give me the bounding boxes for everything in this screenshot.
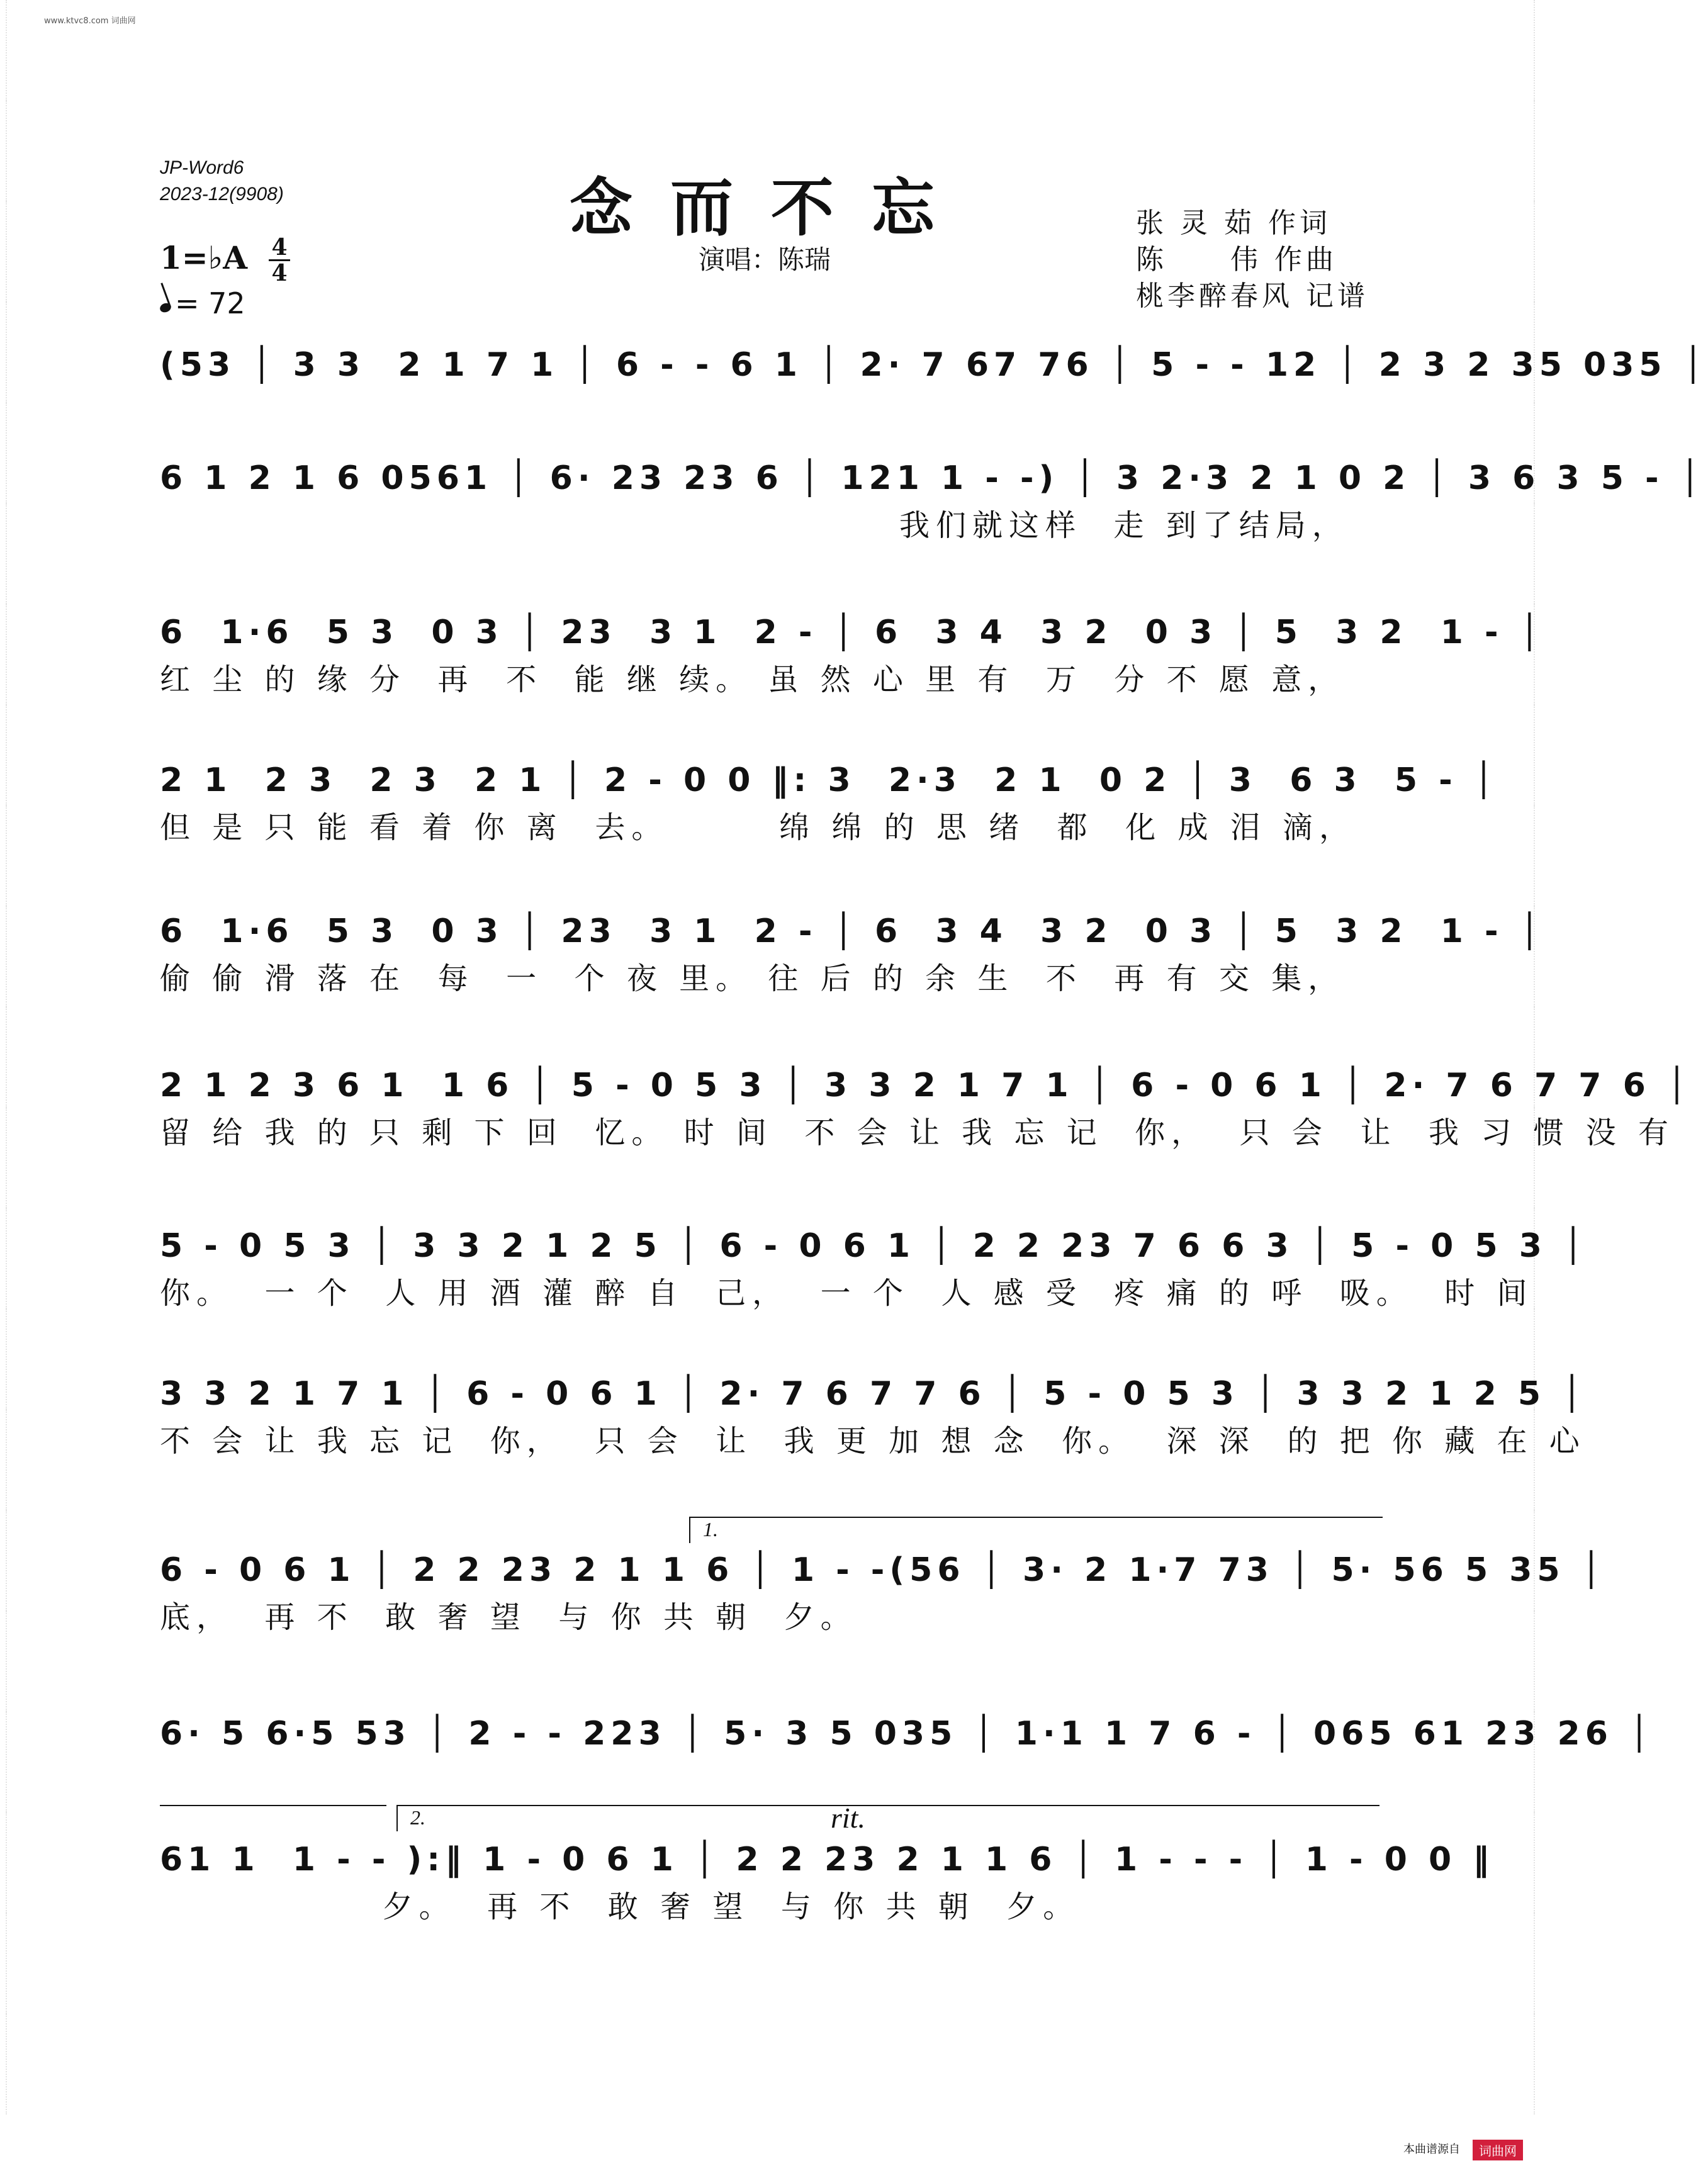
notation-line: 2 1 2 3 6 1 1 6 │ 5 - 0 5 3 │ 3 3 2 1 7 1 │ 6 - 0 6 1 │ 2· 7 6 7 7 6 │ xyxy=(160,1067,1692,1104)
ending-2-bracket xyxy=(396,1805,1379,1831)
lyric-line: 留 给 我 的 只 剩 下 回 忆。 时 间 不 会 让 我 忘 记 你， 只 会 让 我 习 惯 没 有 xyxy=(160,1115,1675,1150)
site-url[interactable]: www.ktvc8.com 词曲网 xyxy=(44,16,136,26)
ending-1-continuation-line xyxy=(160,1805,386,1806)
lyric-line xyxy=(160,393,1385,431)
notation-line: 3 3 2 1 7 1 │ 6 - 0 6 1 │ 2· 7 6 7 7 6 │ 5 - 0 5 3 │ 3 3 2 1 2 5 │ xyxy=(160,1375,1587,1413)
lyric-line: 我们就这样 走 到了结局， xyxy=(899,508,1349,543)
notation-line: 61 1 1 - - ):‖ 1 - 0 6 1 │ 2 2 23 2 1 1 6 │ 1 - - - │ 1 - 0 0 ‖ xyxy=(160,1841,1495,1879)
time-sig-bottom: 4 xyxy=(271,260,288,286)
ritardando-marking: rit. xyxy=(831,1802,865,1834)
time-sig-top: 4 xyxy=(271,234,288,261)
notation-line: 6· 5 6·5 53 │ 2 - - 223 │ 5· 3 5 035 │ 1·1 1 7 6 - │ 065 61 23 26 │ xyxy=(160,1715,1655,1753)
notation-line: 5 - 0 5 3 │ 3 3 2 1 2 5 │ 6 - 0 6 1 │ 2 2 23 7 6 6 3 │ 5 - 0 5 3 │ xyxy=(160,1227,1588,1265)
transcriber: 桃李醉春风 记谱 xyxy=(1136,280,1369,312)
lyric-line: 不 会 让 我 忘 记 你， 只 会 让 我 更 加 想 念 你。 深 深 的 把 你 藏 在 心 xyxy=(160,1424,1586,1459)
lyric-line xyxy=(160,1762,1385,1800)
notation-line: 2 1 2 3 2 3 2 1 │ 2 - 0 0 ‖: 3 2·3 2 1 0 2 │ 3 6 3 5 - │ xyxy=(160,761,1499,799)
quarter-note-icon xyxy=(159,301,172,313)
composer: 陈 伟 作曲 xyxy=(1136,244,1337,276)
tempo-value: = 72 xyxy=(175,286,245,320)
footer-source-text: 本曲谱源自 xyxy=(1403,2143,1460,2156)
lyric-line: 你。 一 个 人 用 酒 灌 醉 自 己， 一 个 人 感 受 疼 痛 的 呼 吸。 时 间 xyxy=(160,1276,1534,1311)
lyric-line: 偷 偷 滑 落 在 每 一 个 夜 里。 往 后 的 余 生 不 再 有 交 集， xyxy=(160,961,1345,996)
lyricist: 张 灵 茹 作词 xyxy=(1136,207,1331,239)
singer: 演唱：陈瑞 xyxy=(699,244,831,275)
left-margin-watermark xyxy=(3,0,11,2168)
time-signature xyxy=(267,235,292,285)
notation-line: 6 1·6 5 3 0 3 │ 23 3 1 2 - │ 6 3 4 3 2 0 3 │ 5 3 2 1 - │ xyxy=(160,614,1545,651)
lyric-line: 夕。 再 不 敢 奢 望 与 你 共 朝 夕。 xyxy=(160,1889,1080,1924)
notation-line: 6 1·6 5 3 0 3 │ 23 3 1 2 - │ 6 3 4 3 2 0 3 │ 5 3 2 1 - │ xyxy=(160,913,1545,950)
key-signature: 1=♭A xyxy=(160,239,248,276)
tempo-marking xyxy=(160,286,245,320)
lyric-line: 底， 再 不 敢 奢 望 与 你 共 朝 夕。 xyxy=(160,1600,857,1635)
software-name: JP-Word6 xyxy=(160,157,244,178)
lyric-line: 但 是 只 能 看 着 你 离 去。 绵 绵 的 思 绪 都 化 成 泪 滴， xyxy=(160,810,1356,845)
footer-logo[interactable]: 词曲网 xyxy=(1473,2140,1523,2160)
lyric-line: 红 尘 的 缘 分 再 不 能 继 续。 虽 然 心 里 有 万 分 不 愿 意， xyxy=(160,662,1345,697)
notation-line: 6 - 0 6 1 │ 2 2 23 2 1 1 6 │ 1 - -(56 │ 3· 2 1·7 73 │ 5· 56 5 35 │ xyxy=(160,1551,1607,1589)
ending-1-label: 1. xyxy=(703,1518,718,1541)
song-title: 念而不忘 xyxy=(570,171,972,245)
ending-1-bracket xyxy=(689,1517,1383,1543)
ending-2-label: 2. xyxy=(410,1806,425,1829)
notation-line: (53 │ 3 3 2 1 7 1 │ 6 - - 6 1 │ 2· 7 67 76 │ 5 - - 12 │ 2 3 2 35 035 │ xyxy=(160,346,1708,384)
software-version: 2023-12(9908) xyxy=(160,184,284,205)
notation-line: 6 1 2 1 6 0561 │ 6· 23 23 6 │ 121 1 - -) │ 3 2·3 2 1 0 2 │ 3 6 3 5 - │ xyxy=(160,459,1705,497)
